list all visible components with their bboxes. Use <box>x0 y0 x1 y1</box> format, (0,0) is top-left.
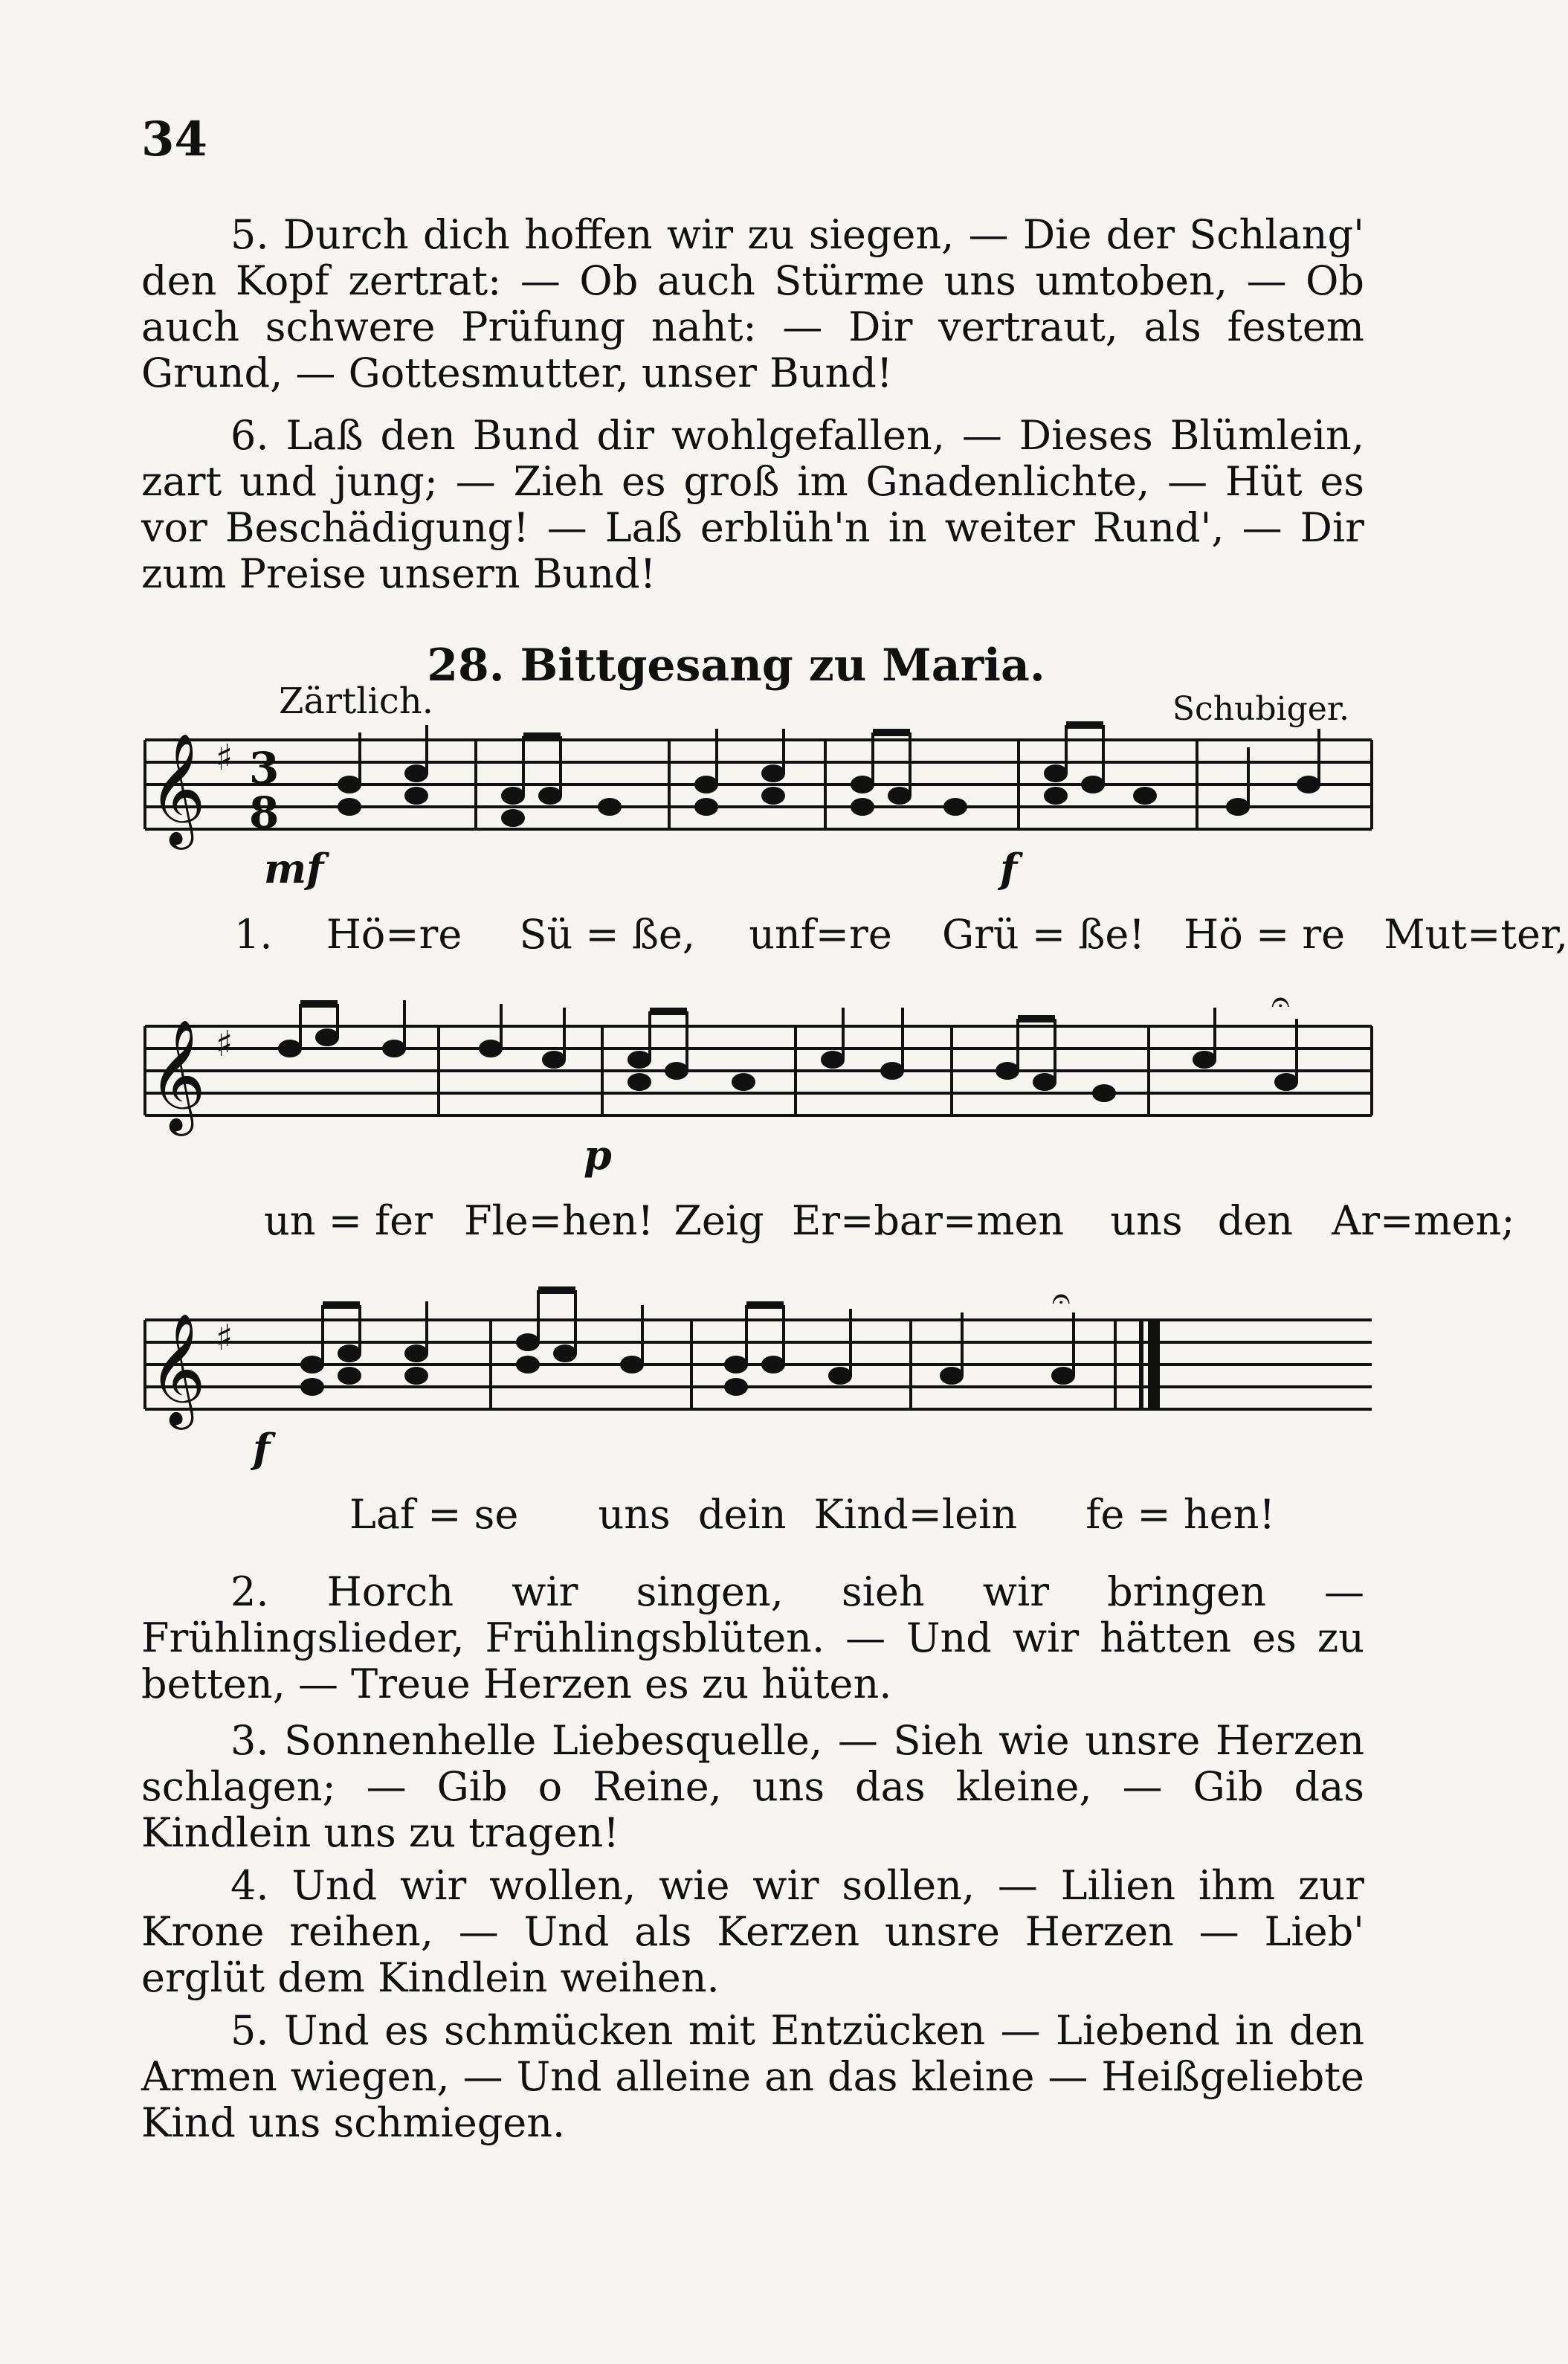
fermata-icon: 𝄐 <box>1271 983 1290 1021</box>
lyric-syllable: Grü = ße! <box>941 911 1145 958</box>
time-signature-bottom: 8 <box>249 788 280 838</box>
lyric-syllable: Er=bar=men <box>791 1197 1065 1244</box>
lyric-syllable: fe = hen! <box>1085 1491 1276 1538</box>
lyric-syllable: un = fer <box>264 1197 433 1244</box>
music-staff-2 <box>0 983 1472 1182</box>
verse-6-prev: 6. Laß den Bund dir wohlgefallen, — Dieses Blümlein, zart und jung; — Zieh es groß im Gnadenlichte, — Hüt es vor Beschädigung! — Laß erblüh'n in weiter Rund', — Dir zum Preise unsern Bund! <box>141 412 1364 597</box>
lyric-syllable: unf=re <box>749 911 892 958</box>
tempo-marking: Zärtlich. <box>279 680 433 722</box>
time-signature-top: 3 <box>249 743 280 793</box>
lyric-syllable: Zeig <box>674 1197 764 1244</box>
treble-clef-icon: 𝄞 <box>149 1312 206 1425</box>
lyric-syllable: Mut=ter, <box>1384 911 1568 958</box>
verse-number: 1. <box>234 911 273 958</box>
treble-clef-icon: 𝄞 <box>149 732 206 845</box>
lyric-syllable: den <box>1217 1197 1294 1244</box>
lyric-syllable: dein <box>697 1491 787 1538</box>
lyric-syllable: Kind=lein <box>813 1491 1018 1538</box>
lyric-syllable: Laf = se <box>349 1491 519 1538</box>
verse-2: 2. Horch wir singen, sieh wir bringen — Frühlingslieder, Frühlingsblüten. — Und wir hätten es zu betten, — Treue Herzen es zu hüten. <box>141 1568 1364 1707</box>
verse-5: 5. Und es schmücken mit Entzücken — Liebend in den Armen wiegen, — Und alleine an das kleine — Heißgeliebte Kind uns schmiegen. <box>141 2007 1364 2146</box>
dynamic-p: p <box>584 1131 612 1179</box>
lyrics-line-1 <box>234 911 1568 958</box>
lyric-syllable: Sü = ße, <box>519 911 696 958</box>
music-staff-1 <box>0 710 1472 904</box>
composer: Schubiger. <box>1172 690 1349 728</box>
lyric-syllable: uns <box>1110 1197 1183 1244</box>
lyric-syllable: Fle=hen! <box>464 1197 654 1244</box>
lyric-syllable: Hö = re <box>1184 911 1346 958</box>
treble-clef-icon: 𝄞 <box>149 1018 206 1131</box>
verse-4: 4. Und wir wollen, wie wir sollen, — Lilien ihm zur Krone reihen, — Und als Kerzen unsre Herzen — Lieb' erglüt dem Kindlein weihen. <box>141 1862 1364 2001</box>
dynamic-f: f <box>253 1425 271 1472</box>
fermata-icon: 𝄐 <box>1052 1280 1071 1318</box>
key-signature-sharp: ♯ <box>216 737 233 779</box>
music-staff-3 <box>0 1280 1472 1476</box>
verse-5-prev: 5. Durch dich hoffen wir zu siegen, — Die der Schlang' den Kopf zertrat: — Ob auch Stürme uns umtoben, — Ob auch schwere Prüfung naht: — Dir vertraut, als festem Grund, — Gottesmutter, unser Bund! <box>141 211 1364 396</box>
song-title: 28. Bittgesang zu Maria. <box>427 640 1045 692</box>
lyric-syllable: Ar=men; <box>1332 1197 1515 1244</box>
lyric-syllable: uns <box>598 1491 671 1538</box>
dynamic-f: f <box>1000 845 1018 892</box>
lyrics-line-2 <box>264 1197 1514 1244</box>
key-signature-sharp: ♯ <box>216 1023 233 1065</box>
lyrics-line-3 <box>349 1491 1275 1538</box>
key-signature-sharp: ♯ <box>216 1317 233 1359</box>
page-number: 34 <box>141 112 208 167</box>
dynamic-mf: mf <box>264 845 324 892</box>
verse-3: 3. Sonnenhelle Liebesquelle, — Sieh wie unsre Herzen schlagen; — Gib o Reine, uns das kleine, — Gib das Kindlein uns zu tragen! <box>141 1717 1364 1856</box>
lyric-syllable: Hö=re <box>326 911 462 958</box>
